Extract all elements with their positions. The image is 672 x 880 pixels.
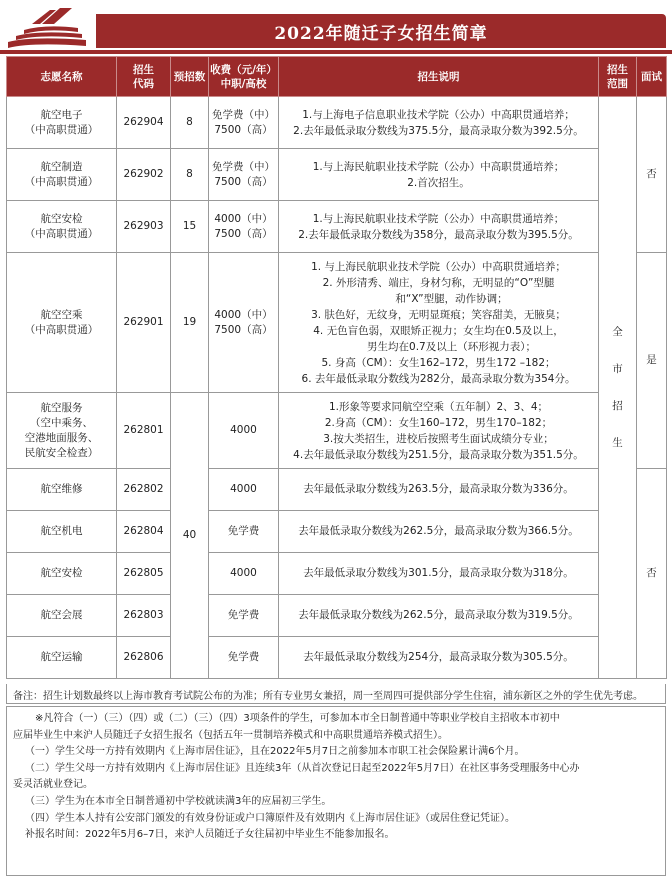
- condition-line: （四）学生本人持有公安部门颁发的有效身份证或户口簿原件及有效期内《上海市居住证》（或居住登记凭证）。: [25, 812, 515, 824]
- table-row: [7, 469, 667, 511]
- condition-line: （三）学生为在本市全日制普通初中学校就读满3年的应届初三学生。: [25, 795, 332, 807]
- program-code: 262801: [117, 393, 171, 469]
- condition-line: 应届毕业生中来沪人员随迁子女招生报名（包括五年一贯制培养模式和中高职贯通培养模式招生）。: [13, 729, 448, 741]
- condition-line: （二）学生父母一方持有效期内《上海市居住证》且连续3年（从首次登记日起至2022年5月7日）在社区事务受理服务中心办: [25, 762, 580, 774]
- program-plan: 15: [171, 201, 209, 253]
- program-code: 262802: [117, 469, 171, 511]
- program-fee: 4000（中） 7500（高）: [209, 201, 279, 253]
- program-fee: 免学费: [209, 595, 279, 637]
- program-code: 262804: [117, 511, 171, 553]
- header-name: 志愿名称: [7, 57, 117, 97]
- header-plan: 预招数: [171, 57, 209, 97]
- program-desc: 去年最低录取分数线为301.5分，最高录取分数为318分。: [279, 553, 599, 595]
- table-row: [7, 511, 667, 553]
- program-code: 262803: [117, 595, 171, 637]
- table-row: [7, 637, 667, 679]
- program-fee: 4000: [209, 553, 279, 595]
- title-underline: [0, 50, 672, 54]
- table-row: [7, 595, 667, 637]
- program-desc: 去年最低录取分数线为263.5分，最高录取分数为336分。: [279, 469, 599, 511]
- program-name: 航空机电: [7, 511, 117, 553]
- program-plan: 8: [171, 97, 209, 149]
- header-scope: 招生 范围: [599, 57, 637, 97]
- program-fee: 4000: [209, 469, 279, 511]
- program-desc: 1.与上海民航职业技术学院（公办）中高职贯通培养； 2.去年最低录取分数线为358分，最高录取分数为395.5分。: [279, 201, 599, 253]
- eligibility-conditions: [6, 706, 666, 876]
- program-name: 航空安检: [7, 553, 117, 595]
- condition-line: ※凡符合（一）（三）（四）或（二）（三）（四）3项条件的学生，可参加本市全日制普通中等职业学校自主招收本市初中: [35, 713, 560, 724]
- program-desc: 去年最低录取分数线为262.5分，最高录取分数为319.5分。: [279, 595, 599, 637]
- shared-plan-cell: 40: [171, 393, 209, 679]
- program-code: 262902: [117, 149, 171, 201]
- program-fee: 免学费（中） 7500（高）: [209, 149, 279, 201]
- program-desc: 去年最低录取分数线为254分，最高录取分数为305.5分。: [279, 637, 599, 679]
- header-banner: [0, 0, 672, 50]
- interview-cell: 是: [637, 253, 667, 469]
- program-name: 航空服务 （空中乘务、 空港地面服务、 民航安全检查）: [7, 393, 117, 469]
- program-code: 262806: [117, 637, 171, 679]
- program-fee: 4000（中） 7500（高）: [209, 253, 279, 393]
- table-header-row: [7, 57, 667, 97]
- program-desc: 1.形象等要求同航空空乘（五年制）2、3、4； 2.身高（CM）：女生160–172，男生170–182； 3.按大类招生，进校后按照考生面试成绩分专业； 4.去年最低录取分数线为251.5分，最高录取分数为351.5分。: [279, 393, 599, 469]
- interview-cell: 否: [637, 97, 667, 253]
- page-title: 2022年随迁子女招生简章: [96, 14, 666, 48]
- program-fee: 免学费: [209, 637, 279, 679]
- scope-cell: 全 市 招 生: [599, 97, 637, 679]
- program-name: 航空安检 （中高职贯通）: [7, 201, 117, 253]
- header-interview: 面试: [637, 57, 667, 97]
- program-desc: 1.与上海民航职业技术学院（公办）中高职贯通培养； 2.首次招生。: [279, 149, 599, 201]
- school-logo-icon: [2, 2, 92, 50]
- condition-line: （一）学生父母一方持有效期内《上海市居住证》，且在2022年5月7日之前参加本市职工社会保险累计满6个月。: [25, 746, 525, 758]
- program-desc: 1. 与上海民航职业技术学院（公办）中高职贯通培养； 2. 外形清秀、端庄，身材匀称，无明显的“O”型腿 和“X”型腿，动作协调； 3. 肤色好，无纹身，无明显斑痕；笑容甜美，无腋臭； 4. 无色盲色弱，双眼矫正视力；女生均在0.5及以上， 男生均在0.7及以上（环形视力表）； 5. 身高（CM）：女生162–172，男生172 –182； 6. 去年最低录取分数线为282分，最高录取分数为354分。: [279, 253, 599, 393]
- admissions-table: [6, 56, 667, 679]
- program-desc: 去年最低录取分数线为262.5分，最高录取分数为366.5分。: [279, 511, 599, 553]
- table-row: [7, 149, 667, 201]
- header-desc: 招生说明: [279, 57, 599, 97]
- program-code: 262904: [117, 97, 171, 149]
- program-fee: 免学费: [209, 511, 279, 553]
- header-code: 招生 代码: [117, 57, 171, 97]
- program-name: 航空运输: [7, 637, 117, 679]
- condition-line: 妥灵活就业登记。: [13, 779, 93, 791]
- program-code: 262805: [117, 553, 171, 595]
- program-plan: 8: [171, 149, 209, 201]
- table-row: [7, 393, 667, 469]
- remarks-note: 备注：招生计划数最终以上海市教育考试院公布的为准；所有专业男女兼招，周一至周四可提供部分学生住宿，浦东新区之外的学生优先考虑。: [6, 684, 666, 704]
- program-name: 航空制造 （中高职贯通）: [7, 149, 117, 201]
- program-code: 262901: [117, 253, 171, 393]
- program-name: 航空空乘 （中高职贯通）: [7, 253, 117, 393]
- program-name: 航空电子 （中高职贯通）: [7, 97, 117, 149]
- table-row: [7, 97, 667, 149]
- program-plan: 19: [171, 253, 209, 393]
- program-fee: 4000: [209, 393, 279, 469]
- condition-line: 补报名时间：2022年5月6–7日，来沪人员随迁子女往届初中毕业生不能参加报名。: [25, 829, 395, 841]
- table-row: [7, 253, 667, 393]
- program-desc: 1.与上海电子信息职业技术学院（公办）中高职贯通培养； 2.去年最低录取分数线为375.5分，最高录取分数为392.5分。: [279, 97, 599, 149]
- interview-cell: 否: [637, 469, 667, 679]
- program-name: 航空会展: [7, 595, 117, 637]
- program-code: 262903: [117, 201, 171, 253]
- program-fee: 免学费（中） 7500（高）: [209, 97, 279, 149]
- table-row: [7, 201, 667, 253]
- table-row: [7, 553, 667, 595]
- header-fee: 收费（元/年） 中职/高校: [209, 57, 279, 97]
- program-name: 航空维修: [7, 469, 117, 511]
